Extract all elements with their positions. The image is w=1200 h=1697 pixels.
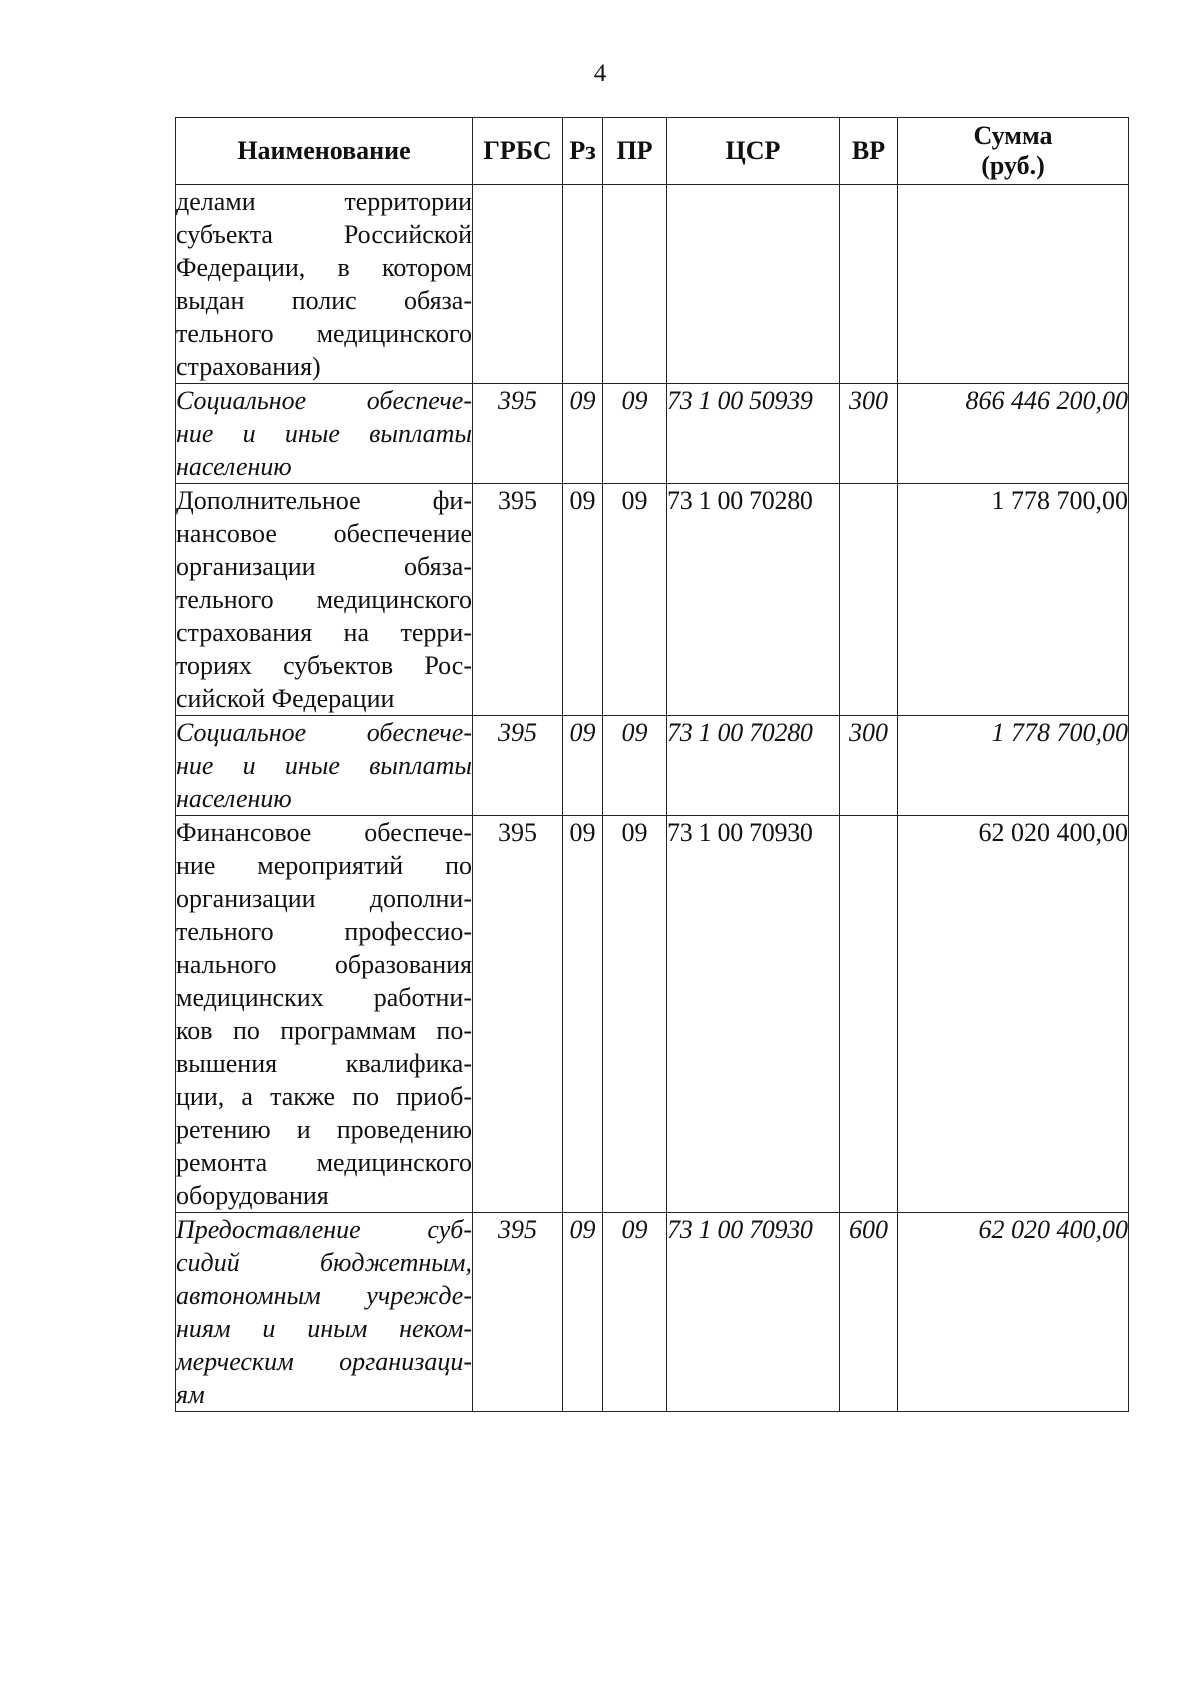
- row-name-line: мерческим организаци-: [176, 1347, 472, 1376]
- row-csr-cell: [667, 185, 840, 384]
- row-rz-cell: 09: [563, 716, 603, 816]
- header-sum-title: Сумма: [973, 121, 1053, 150]
- row-grbs-cell: 395: [473, 716, 563, 816]
- row-pr-cell: 09: [603, 816, 667, 1213]
- row-csr-cell: 73 1 00 70280: [667, 716, 840, 816]
- row-name-line: тельного профессио-: [176, 917, 472, 946]
- row-vr-cell: [840, 484, 898, 716]
- row-name-line: делами территории: [176, 187, 472, 216]
- row-vr-cell: [840, 185, 898, 384]
- table-header: [176, 118, 1129, 185]
- row-rz-cell: 09: [563, 1213, 603, 1412]
- row-name-cell: [176, 716, 473, 816]
- row-name-line: организации обяза-: [176, 552, 472, 581]
- row-vr-cell: 300: [840, 716, 898, 816]
- row-sum-cell: 62 020 400,00: [898, 1213, 1129, 1412]
- row-csr-cell: 73 1 00 70930: [667, 816, 840, 1213]
- row-pr-cell: 09: [603, 1213, 667, 1412]
- row-name-line: ториях субъектов Рос-: [176, 651, 472, 680]
- row-name-line: страхования на терри-: [176, 618, 472, 647]
- row-csr-cell: 73 1 00 50939: [667, 384, 840, 484]
- row-name-line: страхования): [176, 352, 321, 381]
- table-row: [176, 484, 1129, 716]
- row-vr-cell: 600: [840, 1213, 898, 1412]
- row-name-line: ние и иные выплаты: [176, 419, 472, 448]
- row-rz-cell: 09: [563, 816, 603, 1213]
- row-name-line: Социальное обеспече-: [176, 718, 472, 747]
- row-grbs-cell: 395: [473, 816, 563, 1213]
- row-grbs-cell: 395: [473, 484, 563, 716]
- row-name-line: выдан полис обяза-: [176, 286, 472, 315]
- budget-table: [175, 117, 1129, 1412]
- row-name-line: Предоставление суб-: [176, 1215, 472, 1244]
- header-csr: ЦСР: [667, 118, 840, 185]
- table-row: [176, 185, 1129, 384]
- row-name-line: ретению и проведению: [176, 1115, 472, 1144]
- row-csr-cell: 73 1 00 70930: [667, 1213, 840, 1412]
- row-name-line: Финансовое обеспече-: [176, 818, 472, 847]
- row-name-line: оборудования: [176, 1181, 329, 1210]
- row-name-line: сийской Федерации: [176, 684, 395, 713]
- row-name-cell: [176, 1213, 473, 1412]
- row-grbs-cell: 395: [473, 384, 563, 484]
- row-vr-cell: 300: [840, 384, 898, 484]
- table-row: [176, 384, 1129, 484]
- row-grbs-cell: 395: [473, 1213, 563, 1412]
- row-vr-cell: [840, 816, 898, 1213]
- row-name-line: ние и иные выплаты: [176, 751, 472, 780]
- row-sum-cell: 866 446 200,00: [898, 384, 1129, 484]
- row-name-cell: [176, 816, 473, 1213]
- row-name-cell: [176, 384, 473, 484]
- header-grbs: ГРБС: [473, 118, 563, 185]
- row-name-cell: [176, 185, 473, 384]
- row-sum-cell: 1 778 700,00: [898, 484, 1129, 716]
- row-grbs-cell: [473, 185, 563, 384]
- row-pr-cell: 09: [603, 716, 667, 816]
- row-name-line: субъекта Российской: [176, 220, 472, 249]
- row-name-line: организации дополни-: [176, 884, 472, 913]
- row-name-cell: [176, 484, 473, 716]
- header-sum: [898, 118, 1129, 185]
- header-sum-unit: (руб.): [981, 151, 1045, 180]
- row-name-line: населению: [176, 784, 292, 813]
- row-sum-cell: [898, 185, 1129, 384]
- row-name-line: нального образования: [176, 950, 472, 979]
- row-name-line: Дополнительное фи-: [176, 486, 472, 515]
- header-pr: ПР: [603, 118, 667, 185]
- header-vr: ВР: [840, 118, 898, 185]
- row-csr-cell: 73 1 00 70280: [667, 484, 840, 716]
- row-name-line: вышения квалифика-: [176, 1049, 472, 1078]
- row-name-line: ниям и иным неком-: [176, 1314, 472, 1343]
- row-rz-cell: 09: [563, 484, 603, 716]
- table-row: [176, 1213, 1129, 1412]
- row-sum-cell: 62 020 400,00: [898, 816, 1129, 1213]
- row-name-line: автономным учрежде-: [176, 1281, 472, 1310]
- header-name: Наименование: [176, 118, 473, 185]
- row-pr-cell: 09: [603, 384, 667, 484]
- row-pr-cell: 09: [603, 484, 667, 716]
- row-rz-cell: 09: [563, 384, 603, 484]
- row-name-line: ремонта медицинского: [176, 1148, 472, 1177]
- header-rz: Рз: [563, 118, 603, 185]
- row-name-line: сидий бюджетным,: [176, 1248, 472, 1277]
- page-number: 4: [593, 60, 607, 87]
- row-pr-cell: [603, 185, 667, 384]
- row-sum-cell: 1 778 700,00: [898, 716, 1129, 816]
- row-name-line: ние мероприятий по: [176, 851, 472, 880]
- row-name-line: ям: [176, 1380, 205, 1409]
- row-name-line: тельного медицинского: [176, 585, 472, 614]
- table-row: [176, 716, 1129, 816]
- row-rz-cell: [563, 185, 603, 384]
- row-name-line: Социальное обеспече-: [176, 386, 472, 415]
- row-name-line: ков по программам по-: [176, 1016, 472, 1045]
- row-name-line: ции, а также по приоб-: [176, 1082, 472, 1111]
- row-name-line: нансовое обеспечение: [176, 519, 472, 548]
- row-name-line: населению: [176, 452, 292, 481]
- table-row: [176, 816, 1129, 1213]
- row-name-line: медицинских работни-: [176, 983, 472, 1012]
- row-name-line: тельного медицинского: [176, 319, 472, 348]
- row-name-line: Федерации, в котором: [176, 253, 472, 282]
- table-body: [176, 185, 1129, 1412]
